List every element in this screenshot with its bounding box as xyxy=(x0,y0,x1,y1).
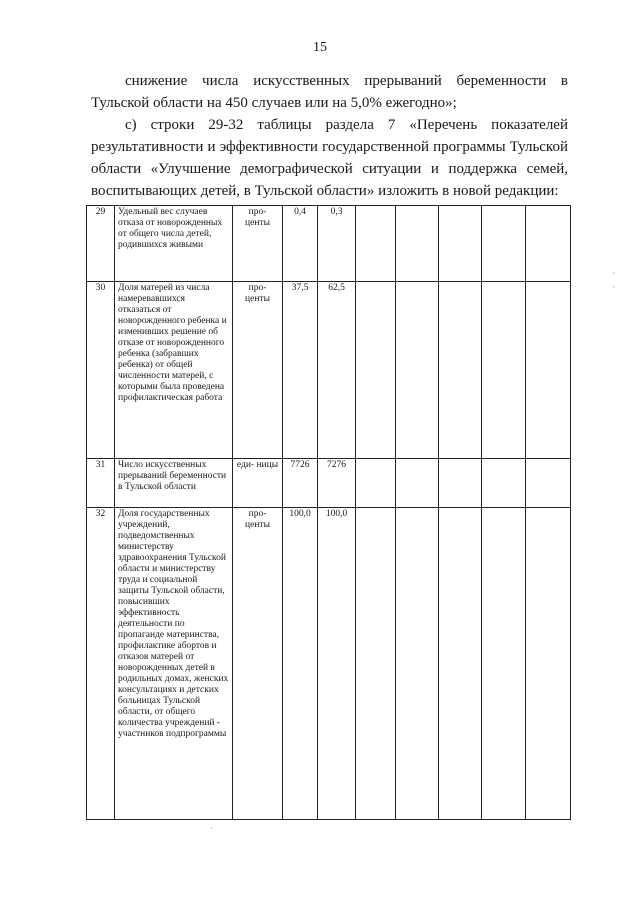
paragraph-text-2: с) строки 29-32 таблицы раздела 7 «Перечень показателей результативности и эффективности государственной программы Тульской области «Улучшение демографической ситуации и поддержка семей, воспитывающих детей, в Тульской области» изложить в новой редакции: xyxy=(91,117,568,199)
empty-cell xyxy=(526,508,571,820)
indicator-name: Доля матерей из числа намеревавшихся отказаться от новорожденного ребенка и изменивших решение об отказе от новорожденного ребенка (забравших ребенка) от общей численности матерей, с которыми была проведена профилактическая работа xyxy=(115,282,233,459)
row-number: 30 xyxy=(87,282,115,459)
table-row xyxy=(87,282,571,459)
empty-cell xyxy=(482,282,526,459)
row-number: 31 xyxy=(87,459,115,508)
empty-cell xyxy=(439,459,482,508)
indicator-name: Число искусственных прерываний беременности в Тульской области xyxy=(115,459,233,508)
value-cell: 62,5 xyxy=(318,282,356,459)
row-number: 32 xyxy=(87,508,115,820)
value-cell: 7726 xyxy=(283,459,318,508)
indicators-table xyxy=(86,205,571,820)
value-cell: 7276 xyxy=(318,459,356,508)
unit-cell: про- центы xyxy=(233,508,283,820)
indicator-name: Удельный вес случаев отказа от новорожденных от общего числа детей, родившихся живыми xyxy=(115,206,233,282)
value-cell: 0,4 xyxy=(283,206,318,282)
empty-cell xyxy=(396,508,439,820)
scan-dot: · xyxy=(612,282,615,292)
empty-cell xyxy=(482,459,526,508)
unit-cell: еди- ницы xyxy=(233,459,283,508)
value-cell: 0,3 xyxy=(318,206,356,282)
page-number: 15 xyxy=(313,40,327,55)
value-cell: 100,0 xyxy=(318,508,356,820)
value-cell: 100,0 xyxy=(283,508,318,820)
empty-cell xyxy=(356,459,396,508)
unit-cell: про- центы xyxy=(233,282,283,459)
paragraph-text-1: снижение числа искусственных прерываний беременности в Тульской области на 450 случаев или на 5,0% ежегодно»; xyxy=(91,73,568,111)
empty-cell xyxy=(396,282,439,459)
row-number: 29 xyxy=(87,206,115,282)
value-cell: 37,5 xyxy=(283,282,318,459)
empty-cell xyxy=(526,206,571,282)
unit-cell: про- центы xyxy=(233,206,283,282)
empty-cell xyxy=(439,508,482,820)
scan-dot: · xyxy=(612,268,615,278)
table-row xyxy=(87,459,571,508)
table-row xyxy=(87,508,571,820)
empty-cell xyxy=(356,508,396,820)
empty-cell xyxy=(396,459,439,508)
empty-cell xyxy=(356,206,396,282)
empty-cell xyxy=(439,206,482,282)
empty-cell xyxy=(482,206,526,282)
empty-cell xyxy=(356,282,396,459)
empty-cell xyxy=(396,206,439,282)
empty-cell xyxy=(482,508,526,820)
indicator-name: Доля государственных учреждений, подведомственных министерству здравоохранения Тульской области и министерству труда и социальной защиты Тульской области, повысивших эффективность деятельности по пропаганде материнства, профилактике абортов и отказов матерей от новорожденных детей в родильных домах, женских консультациях и детских больницах Тульской области, от общего количества учреждений - участников подпрограммы xyxy=(115,508,233,820)
empty-cell xyxy=(526,459,571,508)
empty-cell xyxy=(526,282,571,459)
empty-cell xyxy=(439,282,482,459)
table-row xyxy=(87,206,571,282)
scan-dot: · xyxy=(210,823,213,833)
